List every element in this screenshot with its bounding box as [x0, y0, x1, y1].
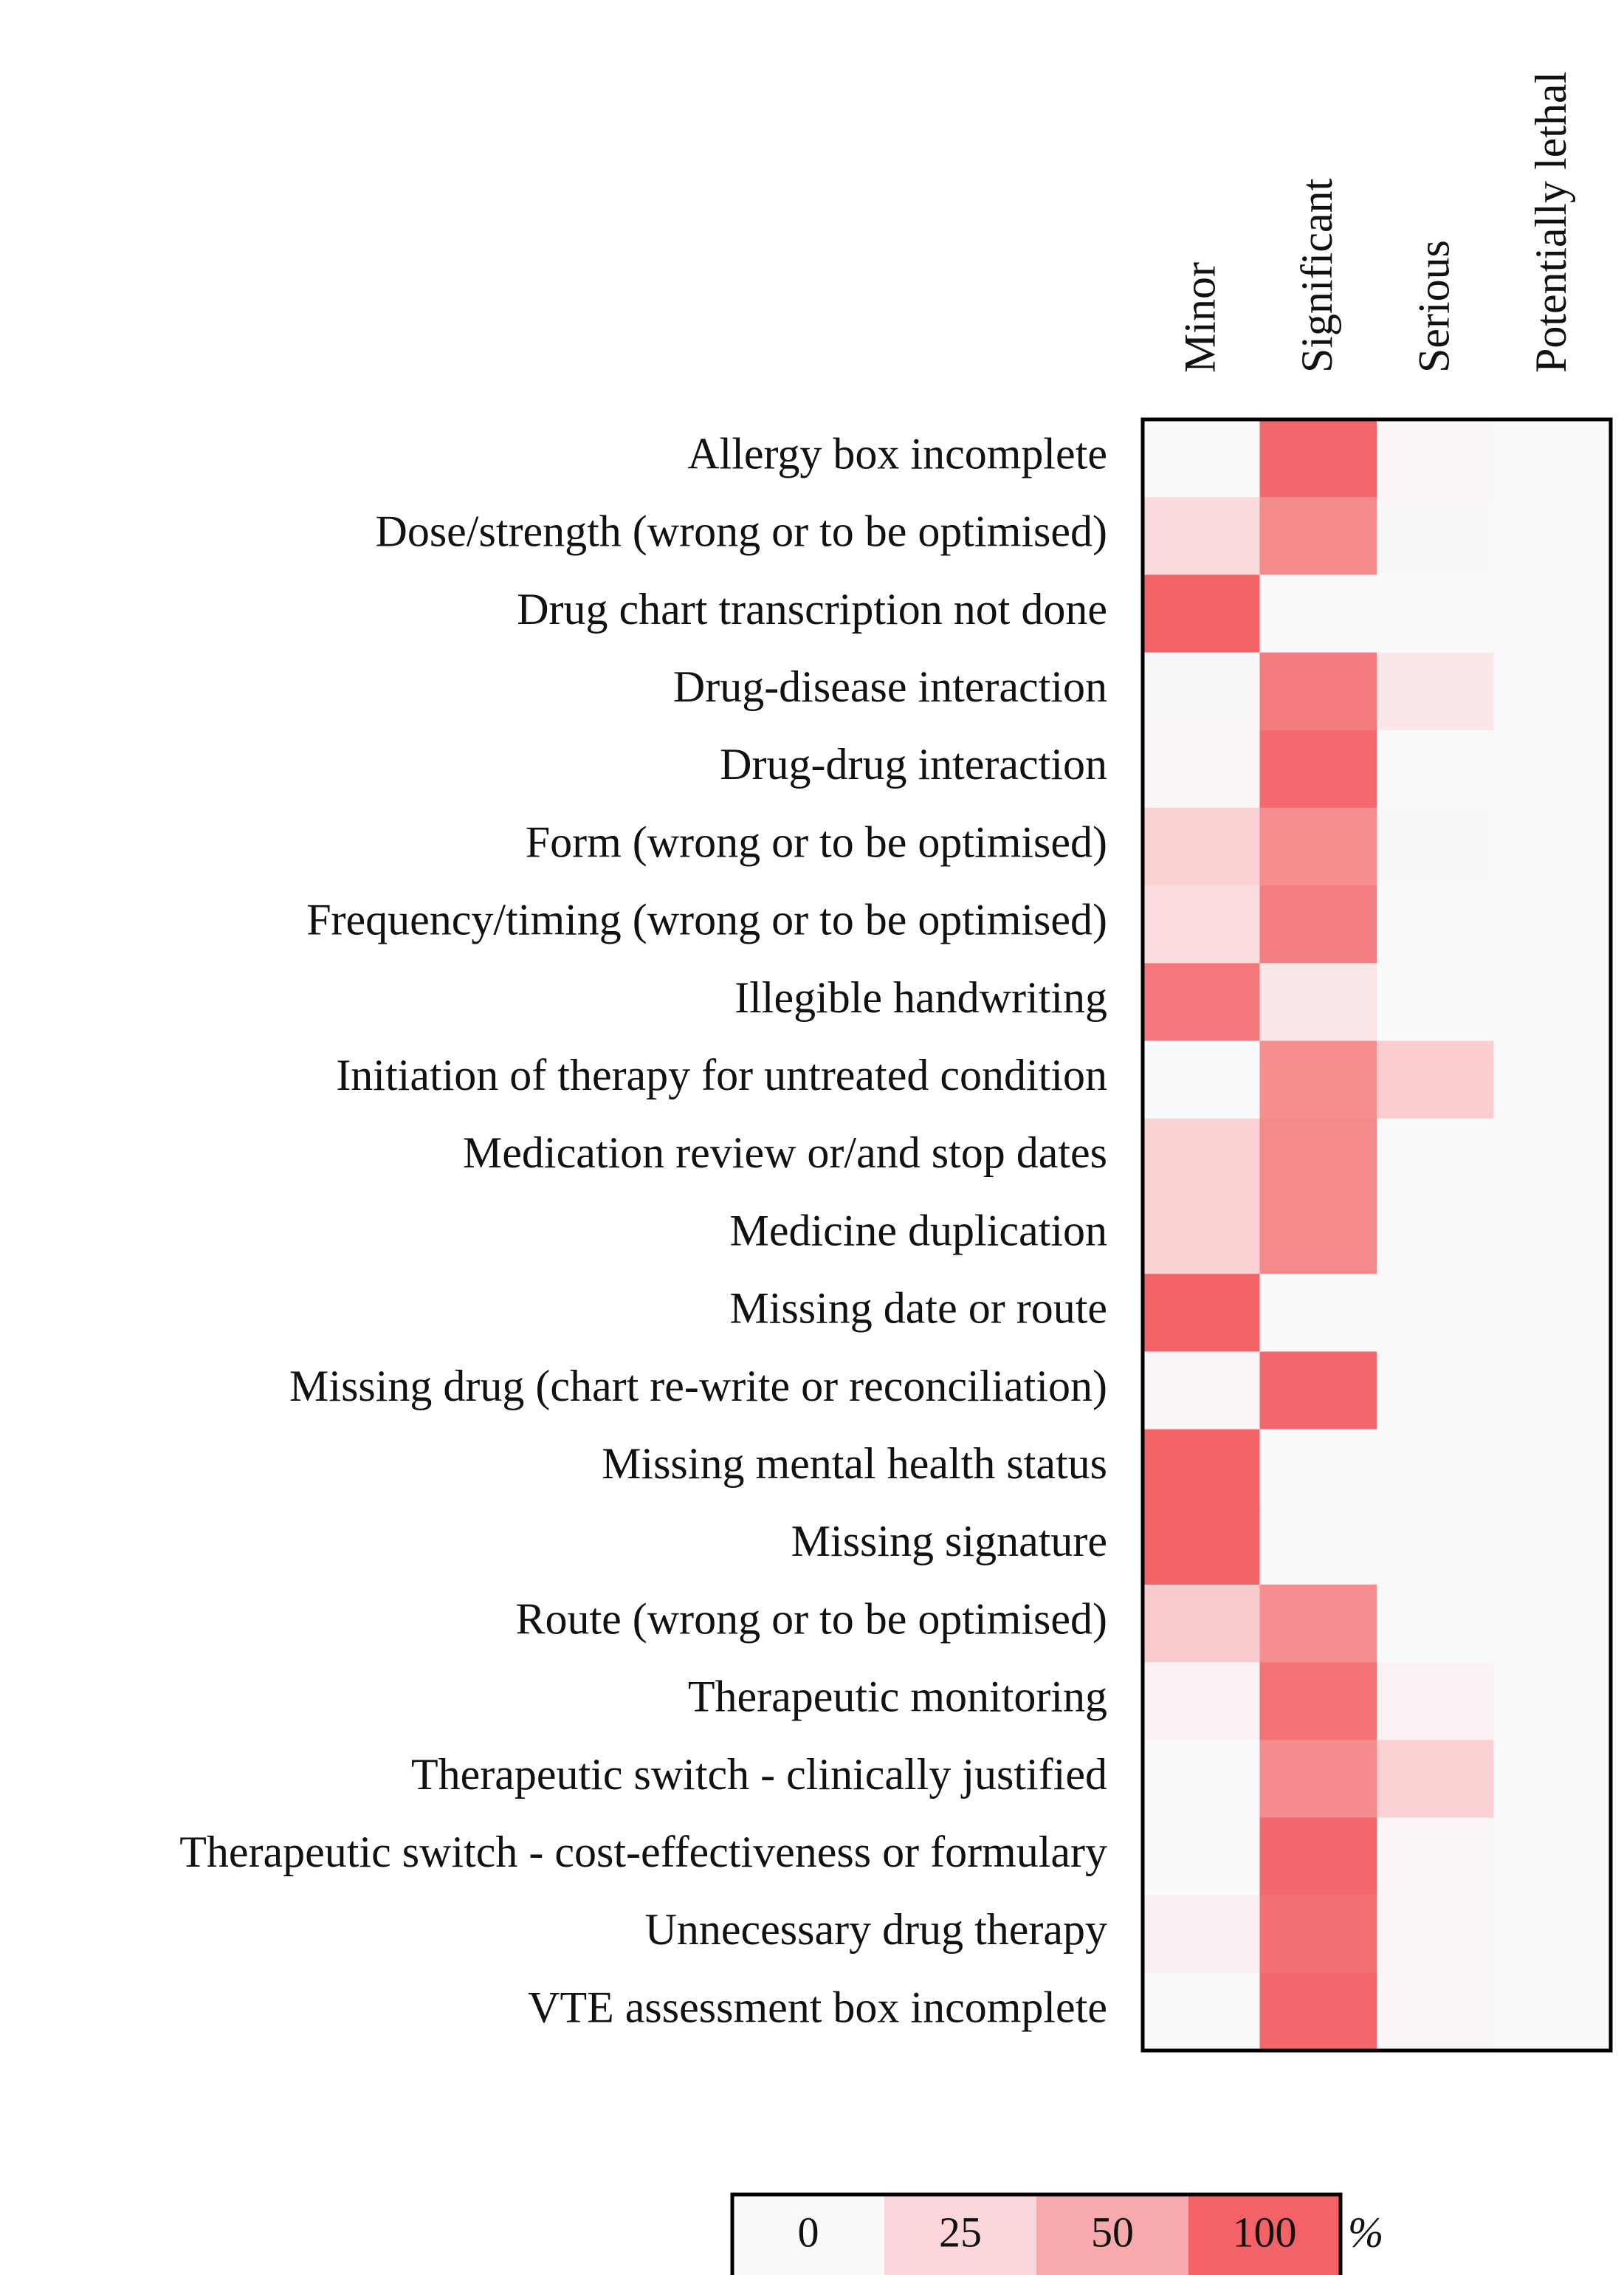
- column-label: Minor: [1175, 262, 1225, 373]
- heatmap-cell: [1143, 1507, 1260, 1585]
- row-label: Initiation of therapy for untreated condition: [336, 1050, 1107, 1099]
- heatmap-cell: [1377, 1274, 1494, 1352]
- colorbar-legend: [732, 2195, 1383, 2275]
- heatmap-cell: [1377, 1430, 1494, 1508]
- column-label: Potentially lethal: [1526, 71, 1575, 373]
- heatmap-cell: [1494, 574, 1611, 653]
- heatmap-cell: [1494, 1740, 1611, 1818]
- heatmap-cell: [1494, 808, 1611, 886]
- row-label: Missing signature: [791, 1517, 1107, 1566]
- row-label: Frequency/timing (wrong or to be optimised): [306, 895, 1107, 944]
- colorbar-tick-label: 25: [939, 2208, 982, 2257]
- row-label: Dose/strength (wrong or to be optimised): [375, 507, 1107, 556]
- row-label: Drug-drug interaction: [720, 740, 1107, 789]
- heatmap-cell: [1143, 730, 1260, 809]
- heatmap-cell: [1260, 574, 1377, 653]
- heatmap-cell: [1494, 885, 1611, 964]
- heatmap-cell: [1377, 1351, 1494, 1430]
- heatmap-cell: [1377, 419, 1494, 498]
- heatmap-cell: [1260, 1895, 1377, 1974]
- heatmap-cell: [1377, 1740, 1494, 1818]
- heatmap-cell: [1260, 1585, 1377, 1663]
- heatmap-cell: [1494, 1351, 1611, 1430]
- heatmap-cell: [1260, 963, 1377, 1041]
- heatmap-cell: [1260, 419, 1377, 498]
- heatmap-cell: [1260, 1274, 1377, 1352]
- heatmap-cell: [1377, 963, 1494, 1041]
- row-label: Missing date or route: [729, 1283, 1107, 1333]
- heatmap-cell: [1143, 1818, 1260, 1896]
- heatmap-cell: [1143, 1041, 1260, 1119]
- heatmap-cell: [1260, 1041, 1377, 1119]
- heatmap-cell: [1377, 653, 1494, 731]
- heatmap-cell: [1494, 1119, 1611, 1197]
- colorbar-tick-label: 0: [797, 2208, 819, 2257]
- heatmap-cell: [1143, 1895, 1260, 1974]
- heatmap-cell: [1143, 574, 1260, 653]
- row-label: Drug chart transcription not done: [517, 584, 1107, 634]
- heatmap-cell: [1494, 1973, 1611, 2051]
- heatmap-cell: [1377, 885, 1494, 964]
- heatmap-cell: [1143, 1430, 1260, 1508]
- heatmap-cell: [1260, 730, 1377, 809]
- heatmap-cell: [1377, 574, 1494, 653]
- heatmap-cell: [1143, 419, 1260, 498]
- row-label: VTE assessment box incomplete: [528, 1983, 1107, 2032]
- row-label: Medication review or/and stop dates: [462, 1128, 1107, 1178]
- heatmap-cell: [1143, 1196, 1260, 1274]
- row-label: Missing drug (chart re-write or reconciliation): [289, 1361, 1107, 1410]
- column-label: Significant: [1292, 178, 1341, 373]
- heatmap-cell: [1260, 1662, 1377, 1740]
- heatmap-cell: [1143, 1973, 1260, 2051]
- heatmap-cell: [1143, 1351, 1260, 1430]
- row-label: Allergy box incomplete: [687, 429, 1107, 478]
- heatmap-cell: [1494, 419, 1611, 498]
- column-labels: [1175, 72, 1575, 373]
- row-label: Therapeutic switch - clinically justified: [410, 1749, 1107, 1799]
- heatmap-cell: [1494, 963, 1611, 1041]
- heatmap-cell: [1260, 808, 1377, 886]
- heatmap-cell: [1143, 885, 1260, 964]
- heatmap-cell: [1377, 1662, 1494, 1740]
- heatmap-cell: [1143, 653, 1260, 731]
- heatmap-cell: [1494, 1585, 1611, 1663]
- heatmap-cells: [1143, 419, 1611, 2051]
- heatmap-cell: [1494, 1662, 1611, 1740]
- heatmap-cell: [1143, 963, 1260, 1041]
- colorbar-tick-label: 100: [1232, 2208, 1297, 2257]
- heatmap-cell: [1260, 1740, 1377, 1818]
- heatmap-cell: [1260, 497, 1377, 575]
- row-label: Unnecessary drug therapy: [644, 1905, 1107, 1955]
- heatmap-cell: [1143, 1274, 1260, 1352]
- heatmap-cell: [1143, 808, 1260, 886]
- row-labels: [179, 429, 1107, 2031]
- row-label: Medicine duplication: [729, 1206, 1107, 1255]
- heatmap-cell: [1377, 1818, 1494, 1896]
- heatmap-cell: [1377, 1585, 1494, 1663]
- heatmap-cell: [1494, 1507, 1611, 1585]
- heatmap-cell: [1377, 1041, 1494, 1119]
- heatmap-cell: [1260, 885, 1377, 964]
- row-label: Illegible handwriting: [734, 972, 1107, 1022]
- heatmap-cell: [1494, 1430, 1611, 1508]
- heatmap-cell: [1494, 1041, 1611, 1119]
- heatmap-cell: [1377, 1196, 1494, 1274]
- row-label: Form (wrong or to be optimised): [525, 817, 1107, 867]
- heatmap-cell: [1260, 1196, 1377, 1274]
- heatmap-cell: [1143, 1740, 1260, 1818]
- heatmap-cell: [1260, 1818, 1377, 1896]
- heatmap-cell: [1260, 1351, 1377, 1430]
- heatmap-cell: [1377, 497, 1494, 575]
- heatmap-cell: [1494, 1895, 1611, 1974]
- heatmap-cell: [1143, 497, 1260, 575]
- row-label: Route (wrong or to be optimised): [515, 1594, 1107, 1644]
- heatmap-cell: [1260, 1973, 1377, 2051]
- heatmap-cell: [1494, 653, 1611, 731]
- heatmap-cell: [1260, 1430, 1377, 1508]
- heatmap-cell: [1377, 808, 1494, 886]
- heatmap-cell: [1260, 1507, 1377, 1585]
- row-label: Missing mental health status: [602, 1438, 1107, 1488]
- heatmap-cell: [1494, 730, 1611, 809]
- heatmap-cell: [1494, 497, 1611, 575]
- heatmap-cell: [1260, 653, 1377, 731]
- column-label: Serious: [1409, 240, 1459, 373]
- colorbar-unit: %: [1348, 2208, 1384, 2257]
- colorbar-tick-label: 50: [1091, 2208, 1134, 2257]
- heatmap-cell: [1494, 1274, 1611, 1352]
- heatmap-cell: [1260, 1119, 1377, 1197]
- heatmap-cell: [1377, 1119, 1494, 1197]
- row-label: Therapeutic monitoring: [687, 1672, 1107, 1721]
- heatmap-cell: [1377, 1895, 1494, 1974]
- heatmap-cell: [1143, 1585, 1260, 1663]
- heatmap-cell: [1143, 1662, 1260, 1740]
- heatmap-cell: [1494, 1196, 1611, 1274]
- heatmap-cell: [1377, 1507, 1494, 1585]
- heatmap-cell: [1377, 730, 1494, 809]
- heatmap-cell: [1143, 1119, 1260, 1197]
- row-label: Drug-disease interaction: [672, 662, 1107, 711]
- heatmap-cell: [1377, 1973, 1494, 2051]
- heatmap-cell: [1494, 1818, 1611, 1896]
- row-label: Therapeutic switch - cost-effectiveness or formulary: [179, 1827, 1107, 1876]
